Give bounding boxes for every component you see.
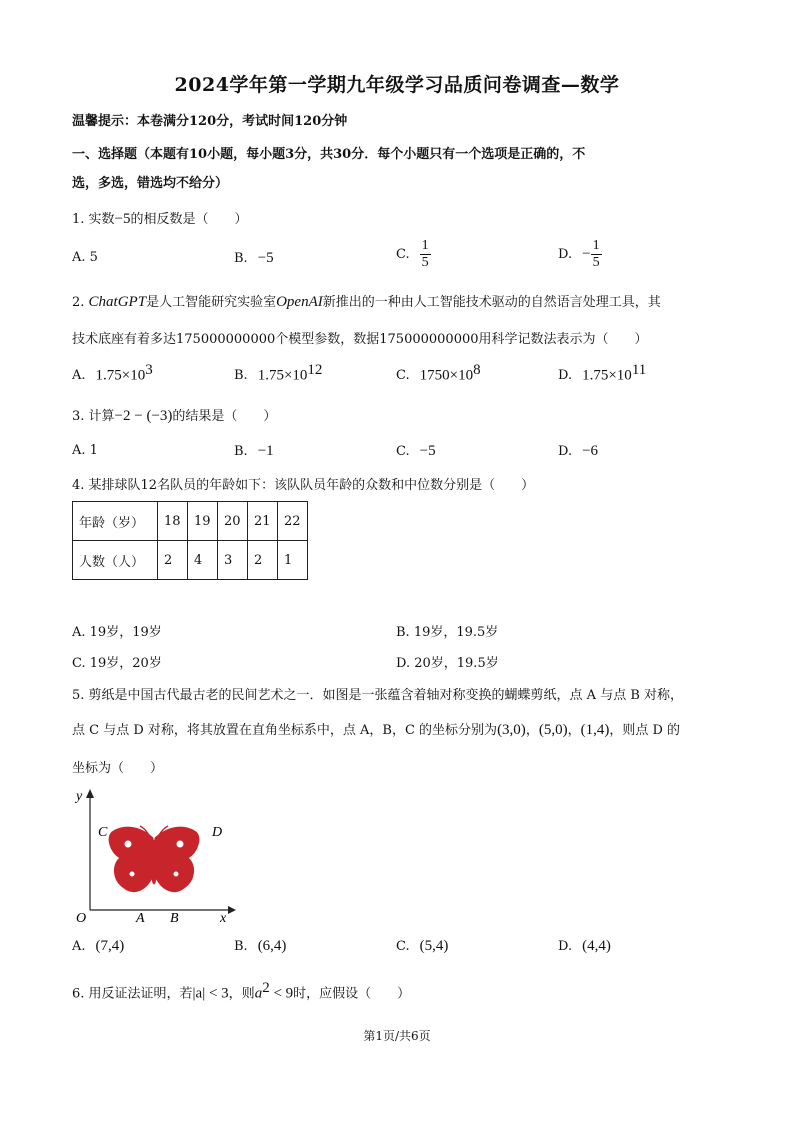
table-cell: 4 xyxy=(188,541,218,580)
y-axis-arrow-icon xyxy=(86,789,94,798)
question-3-expression: −2 − (−3) xyxy=(114,408,173,424)
q2-option-b xyxy=(234,362,322,384)
q5-a-letter: A. xyxy=(72,939,86,954)
table-row-counts xyxy=(73,541,308,580)
label-b: B xyxy=(170,911,179,926)
q3-b-value: −1 xyxy=(257,443,274,459)
q2-a-base: 1.75×10 xyxy=(95,367,146,384)
table-cell: 3 xyxy=(218,541,248,580)
q1-d-denominator: 5 xyxy=(592,255,600,270)
q3-d-letter: D. xyxy=(558,444,573,459)
q2-b-base: 1.75×10 xyxy=(257,367,308,384)
table-cell: 19 xyxy=(188,502,218,541)
question-2-line-2: 技术底座有着多达175000000000个模型参数，数据175000000000用科学记数法表示为（ ） xyxy=(72,332,648,347)
question-6-base: a xyxy=(254,985,263,1002)
butterfly-right-wing xyxy=(155,827,199,891)
label-c: C xyxy=(98,825,108,840)
question-5-line-2 xyxy=(72,719,680,739)
table-header-count: 人数（人） xyxy=(73,541,158,580)
q5-option-b xyxy=(234,938,286,955)
page-footer: 第1页/共6页 xyxy=(363,1029,431,1043)
q2-d-exponent: 11 xyxy=(631,362,647,378)
q3-c-letter: C. xyxy=(396,444,410,459)
q1-option-b-letter: B. xyxy=(234,251,248,266)
question-2-text-a: 是人工智能研究实验室 xyxy=(146,295,277,310)
q3-option-d xyxy=(558,443,598,460)
q3-d-value: −6 xyxy=(582,443,599,459)
q5-b-letter: B. xyxy=(234,939,248,954)
label-d: D xyxy=(212,825,223,840)
q2-d-base: 1.75×10 xyxy=(582,367,632,384)
question-6 xyxy=(72,980,410,1002)
age-table xyxy=(72,501,308,580)
q5-c-letter: C. xyxy=(396,939,410,954)
q1-option-c xyxy=(396,238,431,271)
table-cell: 20 xyxy=(218,502,248,541)
section-heading-line-1: 一、选择题（本题有10小题，每小题3分，共30分．每个小题只有一个选项是正确的，不 xyxy=(72,147,586,162)
q2-b-exponent: 12 xyxy=(307,362,323,378)
table-cell: 1 xyxy=(278,541,308,580)
table-cell: 2 xyxy=(158,541,188,580)
question-5-text-a: 点 C 与点 D 对称，将其放置在直角坐标系中，点 A，B，C 的坐标分别为 xyxy=(72,723,498,738)
label-a: A xyxy=(136,911,145,926)
chatgpt-term: ChatGPT xyxy=(88,294,147,310)
q1-option-d-letter: D. xyxy=(558,247,573,262)
openai-term: OpenAI xyxy=(276,294,323,310)
q2-option-c xyxy=(396,362,481,384)
q1-c-numerator: 1 xyxy=(421,238,429,253)
q1-d-numerator: 1 xyxy=(592,238,600,253)
butterfly-spot xyxy=(124,840,132,848)
question-1-number: −5 xyxy=(114,211,131,227)
question-6-conclusion: < 9 xyxy=(269,985,294,1002)
butterfly-spot xyxy=(173,871,179,877)
q1-d-sign: − xyxy=(582,246,591,262)
q2-a-exponent: 3 xyxy=(145,362,153,378)
table-header-age: 年龄（岁） xyxy=(73,502,158,541)
q1-option-d-fraction xyxy=(591,238,602,271)
point-c-coords: (1,4) xyxy=(580,722,610,738)
table-cell: 18 xyxy=(158,502,188,541)
question-3-prefix: 3. 计算 xyxy=(72,409,115,424)
q3-c-value: −5 xyxy=(419,443,436,459)
q5-option-c xyxy=(396,938,448,955)
question-6-mid: ，则 xyxy=(228,986,255,1002)
question-1-suffix: 的相反数是（ ） xyxy=(130,212,248,227)
q2-b-letter: B. xyxy=(234,368,248,384)
q2-option-a xyxy=(72,362,153,384)
q3-option-a: A. 1 xyxy=(72,443,98,458)
table-cell: 21 xyxy=(248,502,278,541)
q3-b-letter: B. xyxy=(234,444,248,459)
table-cell: 2 xyxy=(248,541,278,580)
x-axis-arrow-icon xyxy=(228,906,236,914)
q4-option-d: D. 20岁，19.5岁 xyxy=(396,656,499,671)
q5-d-value: (4,4) xyxy=(582,938,611,954)
label-origin: O xyxy=(76,911,87,926)
question-4: 4. 某排球队12名队员的年龄如下：该队队员年龄的众数和中位数分别是（ ） xyxy=(72,478,535,493)
butterfly-icon xyxy=(109,826,199,892)
q2-a-letter: A. xyxy=(72,368,86,384)
q1-option-c-fraction xyxy=(420,238,431,271)
q4-option-c: C. 19岁，20岁 xyxy=(72,656,162,671)
q4-option-a: A. 19岁，19岁 xyxy=(72,625,162,640)
q1-option-c-letter: C. xyxy=(396,247,410,262)
q1-option-d xyxy=(558,238,602,271)
question-1-prefix: 1. 实数 xyxy=(72,212,115,227)
question-2-text-b: 新推出的一种由人工智能技术驱动的自然语言处理工具，其 xyxy=(322,295,661,310)
question-6-exponent: 2 xyxy=(262,980,270,996)
label-y: y xyxy=(76,789,83,804)
table-row-ages xyxy=(73,502,308,541)
q1-c-denominator: 5 xyxy=(421,255,429,270)
question-2-number: 2. xyxy=(72,295,85,310)
question-1 xyxy=(72,208,248,228)
separator: ， xyxy=(567,723,581,738)
butterfly-spot xyxy=(129,871,135,877)
q2-d-letter: D. xyxy=(558,368,573,384)
q5-b-value: (6,4) xyxy=(257,938,287,954)
question-3-suffix: 的结果是（ ） xyxy=(172,409,277,424)
q5-d-letter: D. xyxy=(558,939,573,954)
butterfly-figure xyxy=(68,786,238,926)
q5-a-value: (7,4) xyxy=(95,938,125,954)
point-a-coords: (3,0) xyxy=(497,722,526,738)
butterfly-body xyxy=(151,840,157,884)
q5-option-d xyxy=(558,938,611,955)
question-5-line-1: 5. 剪纸是中国古代最古老的民间艺术之一．如图是一张蕴含着轴对称变换的蝴蝶剪纸，点 A 与点 B 对称， xyxy=(72,688,684,703)
butterfly-spot xyxy=(176,840,184,848)
exam-title: 2024学年第一学期九年级学习品质问卷调查—数学 xyxy=(174,74,620,96)
question-6-condition: |a| < 3 xyxy=(192,985,229,1002)
label-x: x xyxy=(220,911,227,926)
q3-option-b xyxy=(234,443,274,460)
q1-option-b xyxy=(234,250,274,267)
butterfly-left-wing xyxy=(109,827,153,891)
question-6-suffix: 时，应假设（ ） xyxy=(293,986,411,1002)
q2-c-base: 1750×10 xyxy=(419,367,474,384)
section-heading-line-2: 选，多选，错选均不给分） xyxy=(72,176,229,191)
question-6-prefix: 6. 用反证法证明，若 xyxy=(72,986,193,1002)
q2-c-letter: C. xyxy=(396,368,410,384)
question-5-line-3: 坐标为（ ） xyxy=(72,761,164,776)
q3-option-c xyxy=(396,443,436,460)
question-3 xyxy=(72,405,276,425)
notice: 温馨提示：本卷满分120分，考试时间120分钟 xyxy=(72,114,348,129)
q1-option-b-value: −5 xyxy=(257,250,274,266)
table-cell: 22 xyxy=(278,502,308,541)
question-2-line-1 xyxy=(72,291,661,311)
q2-c-exponent: 8 xyxy=(473,362,481,378)
separator: ， xyxy=(525,723,539,738)
q1-option-a: A. 5 xyxy=(72,250,98,265)
point-b-coords: (5,0) xyxy=(538,722,568,738)
q4-option-b: B. 19岁，19.5岁 xyxy=(396,625,499,640)
q5-option-a xyxy=(72,938,124,955)
q2-option-d xyxy=(558,362,646,384)
q5-c-value: (5,4) xyxy=(419,938,449,954)
question-5-text-b: ，则点 D 的 xyxy=(609,723,681,738)
